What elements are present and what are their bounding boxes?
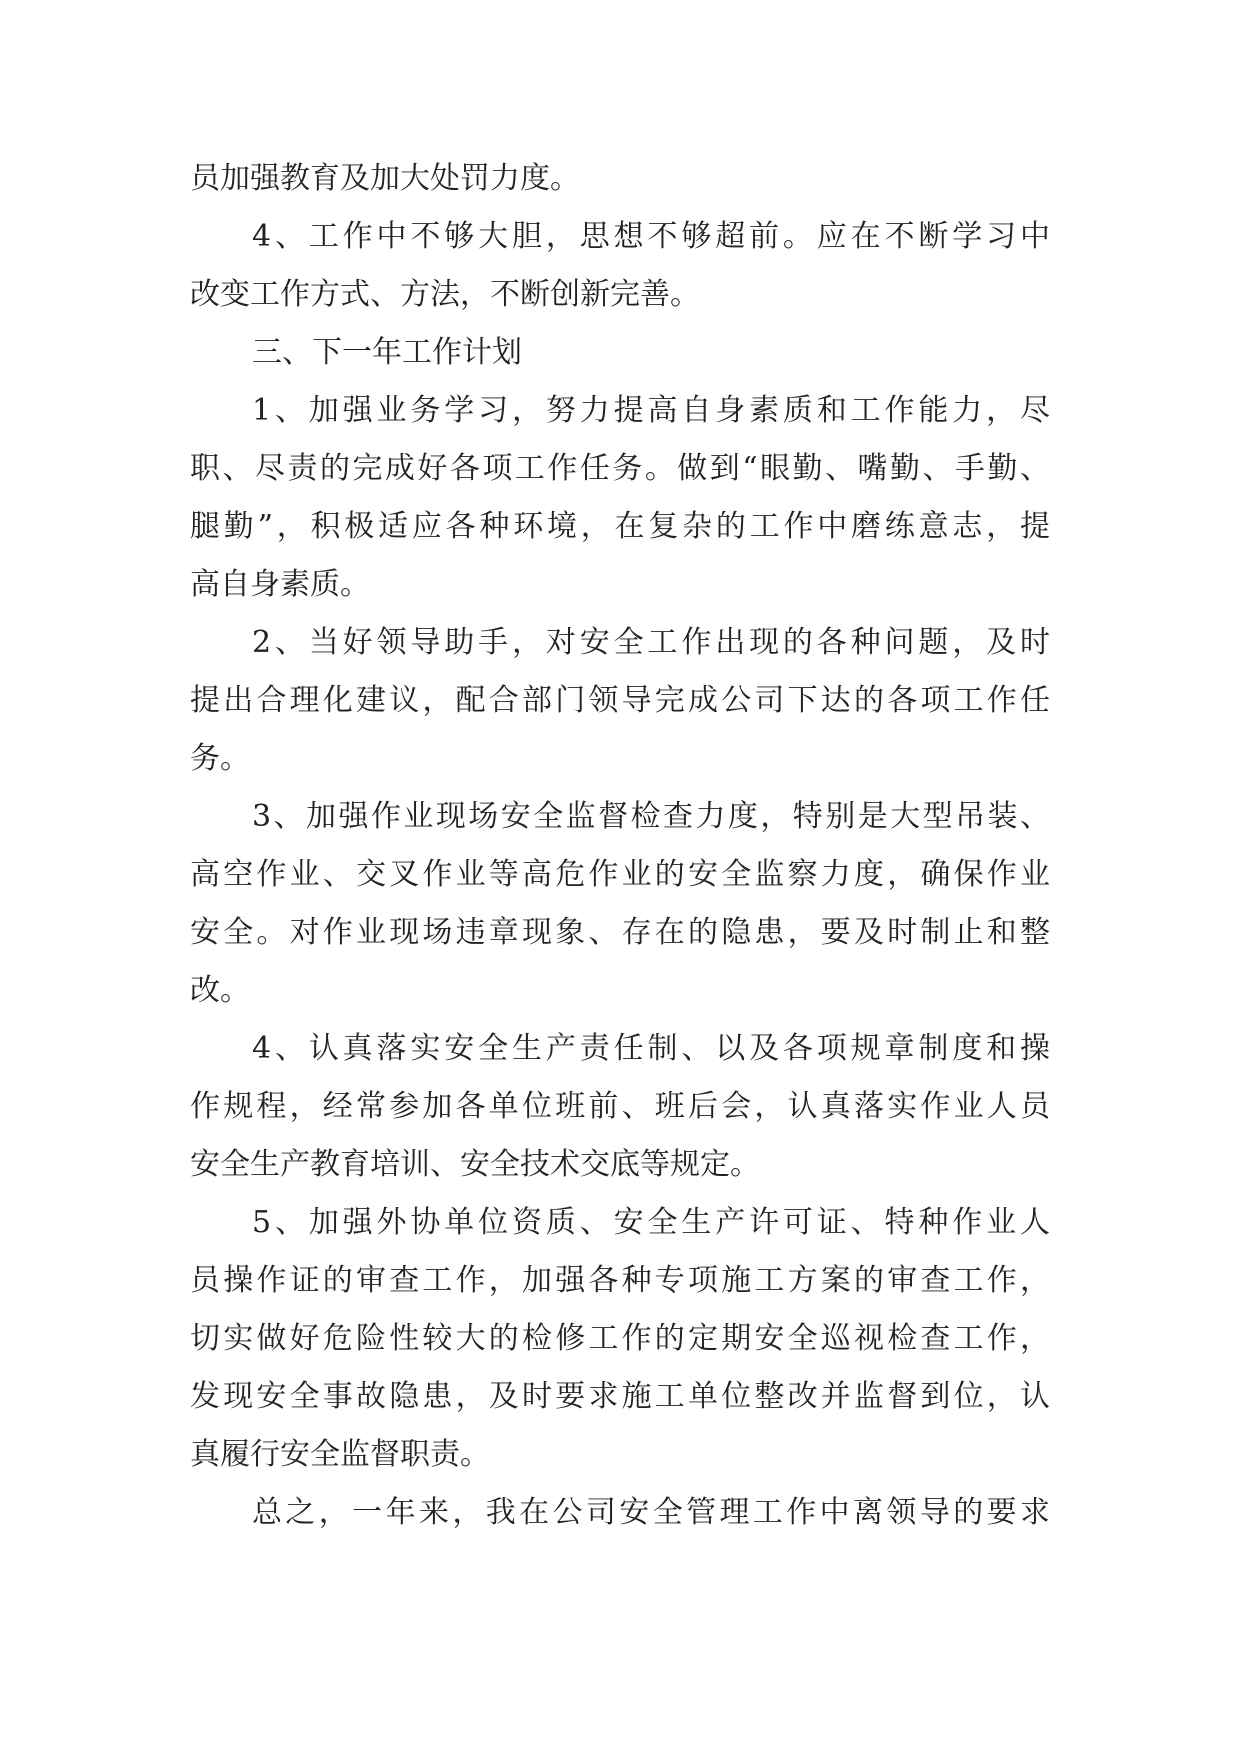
text-line: 高自身素质。 xyxy=(190,567,370,602)
text-line: 职、尽责的完成好各项工作任务。做到“眼勤、嘴勤、手勤、 xyxy=(190,451,1050,486)
text-line: 3、加强作业现场安全监督检查力度，特别是大型吊装、 xyxy=(252,799,1050,834)
text-line: 三、下一年工作计划 xyxy=(252,335,522,370)
text-line: 真履行安全监督职责。 xyxy=(190,1437,490,1472)
text-line: 1、加强业务学习，努力提高自身素质和工作能力，尽 xyxy=(252,393,1050,428)
text-line: 5、加强外协单位资质、安全生产许可证、特种作业人 xyxy=(252,1205,1050,1240)
text-line: 2、当好领导助手，对安全工作出现的各种问题，及时 xyxy=(252,625,1050,660)
text-line: 发现安全事故隐患，及时要求施工单位整改并监督到位，认 xyxy=(190,1379,1050,1414)
text-line: 员操作证的审查工作，加强各种专项施工方案的审查工作， xyxy=(190,1263,1050,1298)
text-line: 4、工作中不够大胆，思想不够超前。应在不断学习中 xyxy=(252,219,1050,254)
text-line: 员加强教育及加大处罚力度。 xyxy=(190,161,580,196)
text-line: 腿勤”，积极适应各种环境，在复杂的工作中磨练意志，提 xyxy=(190,509,1050,544)
text-line: 安全。对作业现场违章现象、存在的隐患，要及时制止和整 xyxy=(190,915,1050,950)
text-line: 改。 xyxy=(190,973,250,1008)
document-page xyxy=(190,150,1050,1542)
text-line: 4、认真落实安全生产责任制、以及各项规章制度和操 xyxy=(252,1031,1050,1066)
text-line: 高空作业、交叉作业等高危作业的安全监察力度，确保作业 xyxy=(190,857,1050,892)
text-line: 改变工作方式、方法，不断创新完善。 xyxy=(190,277,700,312)
text-line: 作规程，经常参加各单位班前、班后会，认真落实作业人员 xyxy=(190,1089,1050,1124)
text-line: 切实做好危险性较大的检修工作的定期安全巡视检查工作， xyxy=(190,1321,1050,1356)
text-line: 提出合理化建议，配合部门领导完成公司下达的各项工作任 xyxy=(190,683,1050,718)
text-line: 务。 xyxy=(190,741,250,776)
text-line: 安全生产教育培训、安全技术交底等规定。 xyxy=(190,1147,760,1182)
text-line: 总之，一年来，我在公司安全管理工作中离领导的要求 xyxy=(252,1495,1050,1530)
